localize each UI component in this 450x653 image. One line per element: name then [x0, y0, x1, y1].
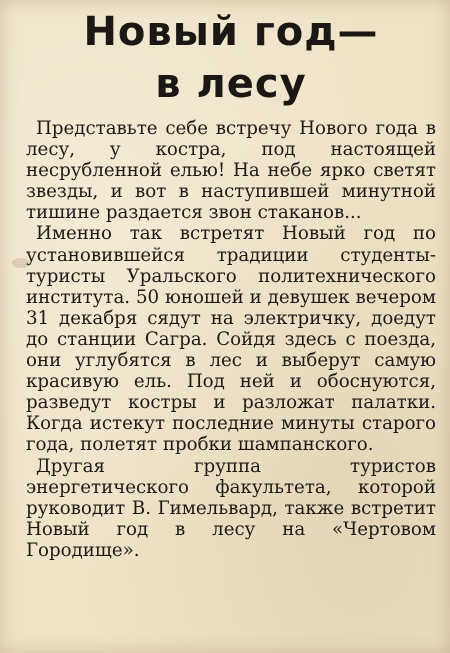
article-paragraph-1: Представьте себе встречу Нового года в лесу, у костра, под настоящей несрубленной елью! На небе ярко светят звезды, и вот в наступившей минутной тишине раздается звон стаканов... — [26, 118, 436, 224]
headline-line-1: Новый год— — [83, 9, 379, 55]
article-paragraph-3: Другая группа туристов энергетического факультета, которой руководит В. Гимельвард, также встретит Новый год в лесу на «Чертовом Городище». — [26, 455, 436, 561]
article-paragraph-2: Именно так встретят Новый год по установившейся традиции студенты-туристы Уральского политехнического института. 50 юношей и девушек вечером 31 декабря сядут на электричку, доедут до станции Сагра. Сойдя здесь с поезда, они углубятся в лес и выберут самую красивую ель. Под ней и обоснуются, разведут костры и разложат палатки. Когда истекут последние минуты старого года, полетят пробки шампанского. — [26, 223, 436, 456]
headline-line-2: в лесу — [155, 61, 307, 107]
article-body — [26, 118, 436, 561]
article-headline — [26, 6, 436, 110]
paper-smudge — [12, 258, 30, 268]
